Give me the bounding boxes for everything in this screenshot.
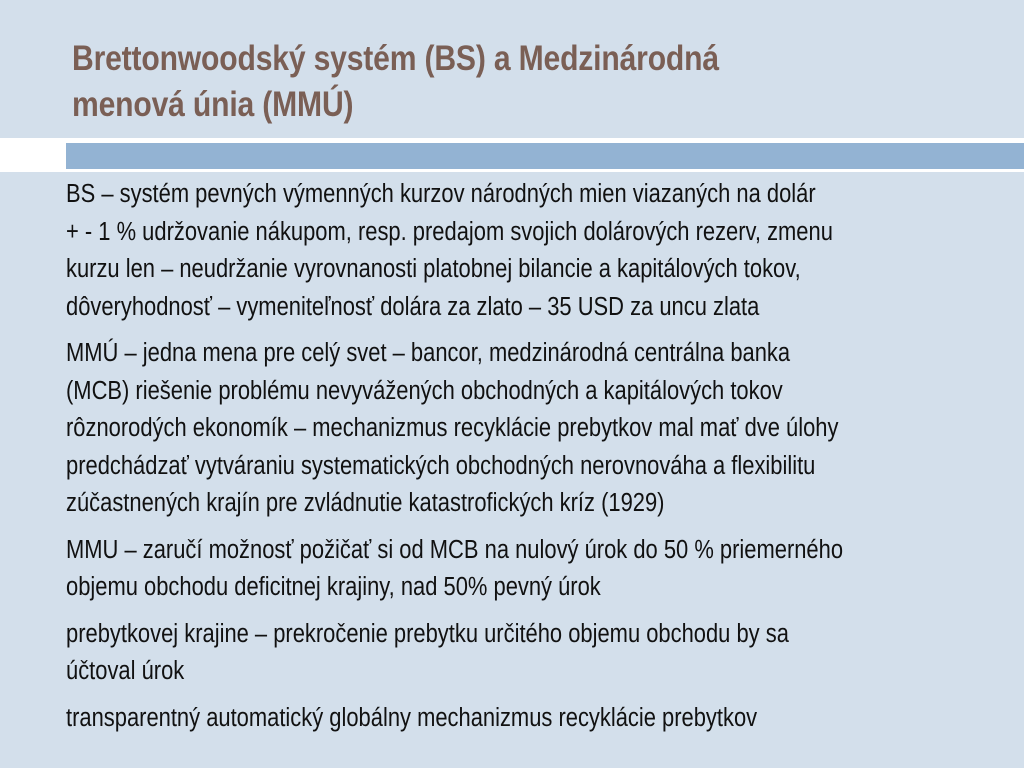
paragraph-surplus [66,616,960,691]
text-line: (MCB) riešenie problému nevyvážených obchodných a kapitálových tokov [66,376,783,405]
text-line: kurzu len – neudržanie vyrovnanosti platobnej bilancie a kapitálových tokov, [66,255,801,283]
text-line: rôznorodých ekonomík – mechanizmus recyklácie prebytkov mal mať dve úlohy [66,414,839,442]
text-line: prebytkovej krajine – prekročenie prebytku určitého objemu obchodu by sa [66,619,789,648]
slide-title [72,36,846,128]
slide-title-line: menová únia (MMÚ) [72,85,354,124]
text-line: transparentný automatický globálny mechanizmus recyklácie prebytkov [66,703,758,732]
slide-body [0,172,1024,768]
text-line: + - 1 % udržovanie nákupom, resp. predajom svojich dolárových rezerv, zmenu [66,217,833,246]
text-line: MMU – zaručí možnosť požičať si od MCB na nulový úrok do 50 % priemerného [66,535,844,564]
paragraph-bs [66,176,960,326]
title-area [0,0,1024,138]
paragraph-mmu [66,335,960,523]
text-line: účtoval úrok [66,657,185,685]
text-line: predchádzať vytváraniu systematických obchodných nerovnováha a flexibilitu [66,451,816,480]
text-line: dôveryhodnosť – vymeniteľnosť dolára za zlato – 35 USD za uncu zlata [66,292,760,321]
paragraph-mmu-loan [66,532,960,607]
slide-title-line: Brettonwoodský systém (BS) a Medzinárodná [72,39,719,78]
text-line: zúčastnených krajín pre zvládnutie katastrofických kríz (1929) [66,489,665,517]
text-line: BS – systém pevných výmenných kurzov národných mien viazaných na dolár [66,180,816,208]
body-text [66,176,960,746]
divider-accent-bar [66,143,1024,169]
divider-left-gap [0,138,60,172]
text-line: objemu obchodu deficitnej krajiny, nad 50% pevný úrok [66,573,601,601]
paragraph-mechanism [66,700,960,738]
text-line: MMÚ – jedna mena pre celý svet – bancor, medzinárodná centrálna banka [66,339,791,367]
